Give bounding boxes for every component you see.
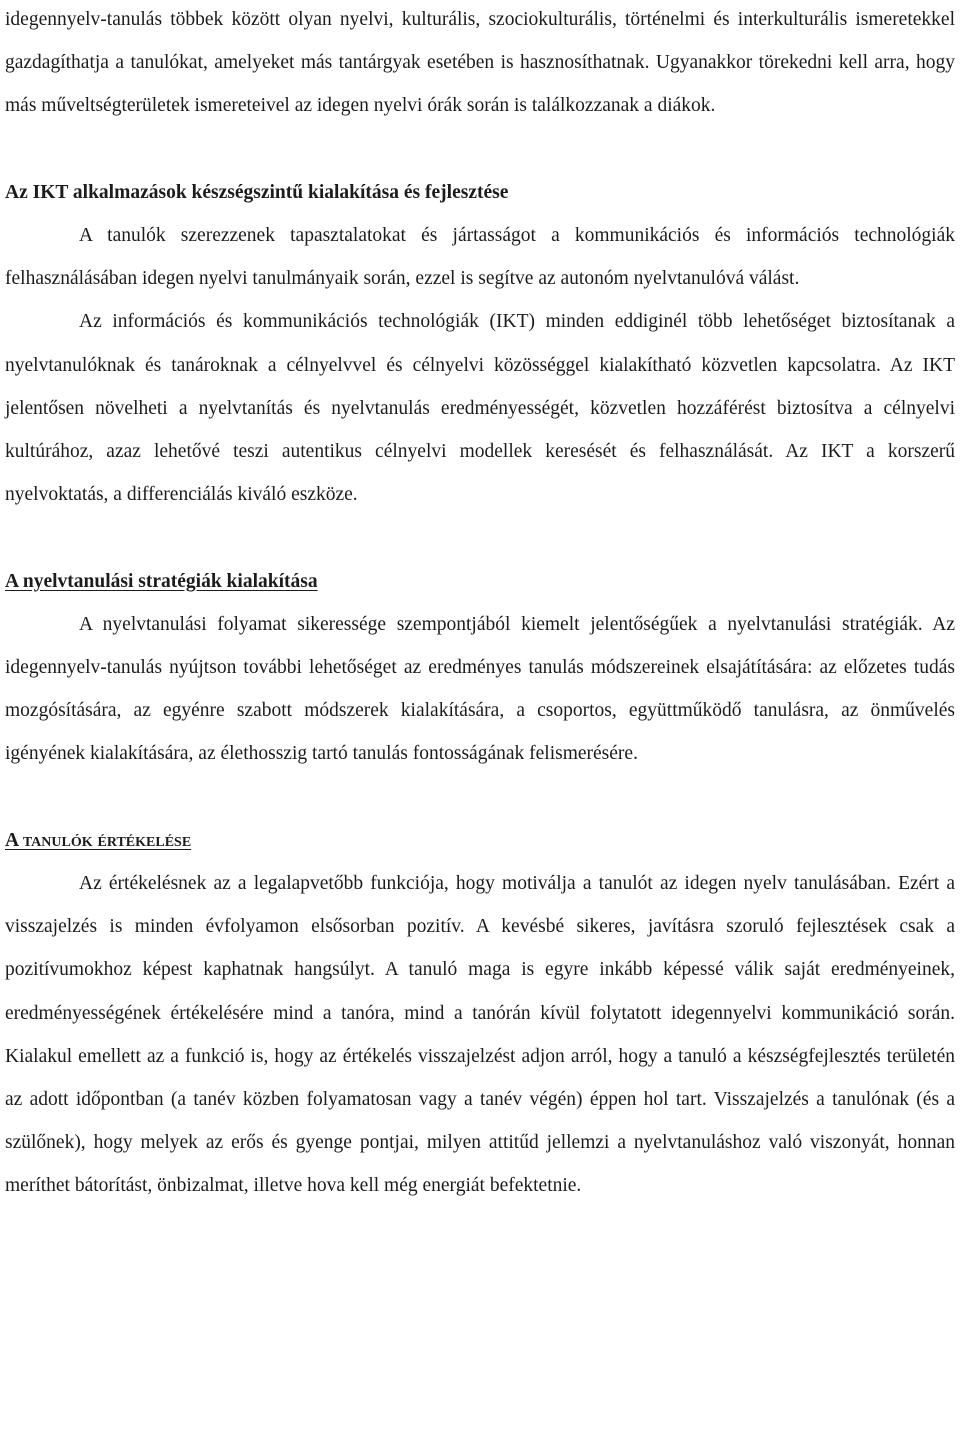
spacer bbox=[5, 128, 955, 171]
spacer bbox=[5, 776, 955, 819]
document-page bbox=[5, 0, 955, 1208]
evaluation-paragraph: Az értékelésnek az a legalapvetőbb funkciója, hogy motiválja a tanulót az idegen nyelv tanulásában. Ezért a visszajelzés is minden évfolyamon elsősorban pozitív. A kevésbé sikeres, javításra szoruló fejlesztések csak a pozitívumokhoz képest kaphatnak hangsúlyt. A tanuló maga is egyre inkább képessé válik saját eredményeinek, eredményességének értékelésére mind a tanóra, mind a tanórán kívül folytatott idegennyelvi kommunikáció során. Kialakul emellett az a funkció is, hogy az értékelés visszajelzést adjon arról, hogy a tanuló a készségfejlesztés területén az adott időpontban (a tanév közben folyamatosan vagy a tanév végén) éppen hol tart. Visszajelzés a tanulónak (és a szülőnek), hogy melyek az erős és gyenge pontjai, milyen attitűd jellemzi a nyelvtanuláshoz való viszonyát, honnan meríthet bátorítást, önbizalmat, illetve hova kell még energiát befektetnie. bbox=[5, 873, 955, 1197]
section-heading-ikt: Az IKT alkalmazások készségszintű kialakítása és fejlesztése bbox=[5, 181, 509, 203]
strategy-paragraph: A nyelvtanulási folyamat sikeressége szempontjából kiemelt jelentőségűek a nyelvtanulási stratégiák. Az idegennyelv-tanulás nyújtson további lehetőséget az eredményes tanulás módszereinek elsajátítására: az előzetes tudás mozgósítására, az egyénre szabott módszerek kialakítására, a csoportos, együttműködő tanulásra, az önművelés igényének kialakítására, az élethosszig tartó tanulás fontosságának felismerésére. bbox=[5, 613, 955, 765]
intro-paragraph: idegennyelv-tanulás többek között olyan nyelvi, kulturális, szociokulturális, történelmi és interkulturális ismeretekkel gazdagíthatja a tanulókat, amelyeket más tantárgyak esetében is hasznosíthatnak. Ugyanakkor törekedni kell arra, hogy más műveltségterületek ismereteivel az idegen nyelvi órák során is találkozzanak a diákok. bbox=[5, 9, 955, 117]
section-heading-strategies: A nyelvtanulási stratégiák kialakítása bbox=[5, 570, 318, 592]
ikt-paragraph-1: A tanulók szerezzenek tapasztalatokat és jártasságot a kommunikációs és információs technológiák felhasználásában idegen nyelvi tanulmányaik során, ezzel is segítve az autonóm nyelvtanulóvá válást. bbox=[5, 225, 955, 290]
ikt-paragraph-2: Az információs és kommunikációs technológiák (IKT) minden eddiginél több lehetőséget biztosítanak a nyelvtanulóknak és tanároknak a célnyelvvel és célnyelvi közösséggel kialakítható közvetlen kapcsolatra. Az IKT jelentősen növelheti a nyelvtanítás és nyelvtanulás eredményességét, közvetlen hozzáférést biztosítva a célnyelvi kultúrához, azaz lehetővé teszi autentikus célnyelvi modellek keresését és felhasználását. Az IKT a korszerű nyelvoktatás, a differenciálás kiváló eszköze. bbox=[5, 311, 955, 506]
section-heading-evaluation: A tanulók értékelése bbox=[5, 829, 192, 851]
spacer bbox=[5, 516, 955, 559]
